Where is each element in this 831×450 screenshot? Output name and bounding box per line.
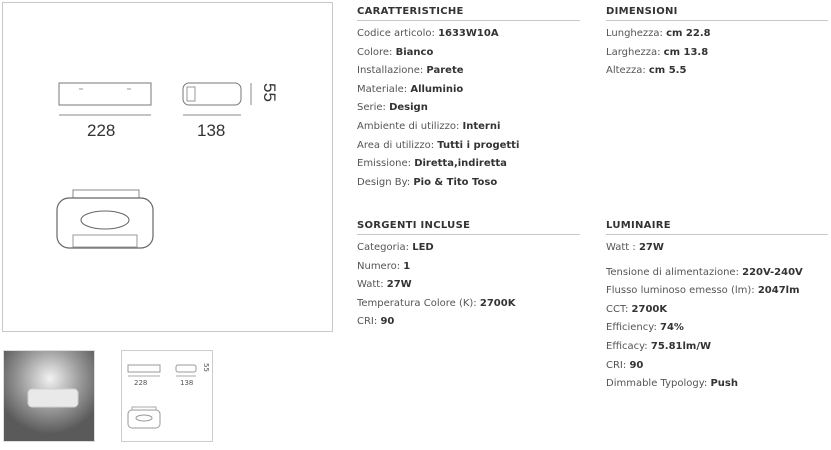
sorgenti-row (357, 295, 580, 314)
caratteristiche-row (357, 155, 580, 174)
spec-value: Interni (462, 120, 501, 132)
spec-value: 220V-240V (742, 266, 803, 278)
spec-label: Watt : (606, 242, 639, 253)
dimensioni-rows (606, 25, 828, 81)
spec-value: 74% (660, 322, 684, 334)
spec-label: Materiale: (357, 83, 411, 95)
spec-label: Larghezza: (606, 46, 664, 58)
technical-drawing (2, 2, 333, 332)
spec-label: Installazione: (357, 65, 427, 77)
spec-label: Lunghezza: (606, 28, 667, 39)
spec-value: cm 13.8 (663, 46, 709, 58)
sorgenti-rows (357, 239, 580, 332)
spec-label: CRI: (606, 359, 630, 371)
dimensioni-section (606, 6, 828, 81)
length-label: 228 (87, 121, 116, 140)
sorgenti-row (357, 313, 580, 332)
spec-label: Efficacy: (606, 340, 651, 352)
spec-label: CRI: (357, 316, 381, 328)
spec-label: Altezza: (606, 65, 649, 77)
luminaire-row (606, 357, 828, 376)
side-view-outline (183, 83, 241, 105)
height-label: 55 (260, 83, 279, 102)
spec-label: Temperatura Colore (K): (357, 297, 480, 309)
spec-label: Tensione di alimentazione: (606, 266, 743, 278)
caratteristiche-row (357, 62, 580, 81)
thumbnail-height-label: 55 (202, 363, 210, 372)
luminaire-row (606, 375, 828, 394)
spec-value: 2700K (479, 297, 516, 309)
spec-value: 1633W10A (438, 28, 499, 39)
spec-label: CCT: (606, 303, 632, 315)
spec-value: 27W (386, 279, 412, 291)
caratteristiche-row (357, 44, 580, 63)
dimensioni-row (606, 25, 828, 44)
spec-label: Area di utilizzo: (357, 139, 438, 151)
technical-drawing-thumbnail[interactable] (121, 350, 213, 442)
spec-label: Colore: (357, 46, 396, 58)
spec-value: Pio & Tito Toso (413, 176, 498, 188)
spec-value: Diretta,indiretta (414, 158, 507, 170)
spec-label: Flusso luminoso emesso (lm): (606, 285, 758, 297)
spec-value: 1 (403, 260, 411, 272)
spec-value: 2700K (631, 303, 668, 315)
caratteristiche-row (357, 99, 580, 118)
spec-value: Design (389, 102, 428, 114)
bottom-view-base (73, 235, 137, 247)
spec-value: 27W (638, 242, 664, 253)
sorgenti-row (357, 258, 580, 277)
spec-value: Alluminio (410, 83, 464, 95)
spec-value: Push (710, 378, 738, 390)
dimensioni-row (606, 62, 828, 81)
dimensioni-row (606, 44, 828, 63)
luminaire-rows (606, 239, 828, 394)
spec-label: Design By: (357, 176, 414, 188)
bottom-view-opening (81, 211, 129, 229)
luminaire-section (606, 220, 828, 394)
spec-label: Ambiente di utilizzo: (357, 120, 463, 132)
spec-value: 75.81lm/W (650, 340, 712, 352)
bottom-view-top (73, 190, 139, 198)
caratteristiche-row (357, 118, 580, 137)
spec-label: Dimmable Typology: (606, 378, 711, 390)
spec-value: 2047lm (757, 285, 800, 297)
spec-value: LED (412, 242, 434, 253)
caratteristiche-row (357, 81, 580, 100)
drawing-svg (3, 3, 334, 333)
caratteristiche-row (357, 25, 580, 44)
thumbnail-width-label: 138 (180, 379, 194, 387)
spec-value: 90 (629, 359, 644, 371)
spec-label: Watt: (357, 279, 387, 291)
spec-label: Codice articolo: (357, 28, 439, 39)
spec-value: Tutti i progetti (437, 139, 520, 151)
spec-label: Efficiency: (606, 322, 660, 334)
lamp-photo-icon (4, 351, 95, 442)
luminaire-title: LUMINAIRE (606, 220, 828, 235)
luminaire-row (606, 264, 828, 283)
spec-value: cm 22.8 (666, 28, 711, 39)
dimensioni-title: DIMENSIONI (606, 6, 828, 21)
spec-value: 90 (380, 316, 395, 328)
bottom-view-outline (57, 198, 153, 248)
spec-label: Categoria: (357, 242, 413, 253)
luminaire-row (606, 319, 828, 338)
sorgenti-row (357, 276, 580, 295)
luminaire-row (606, 282, 828, 301)
front-view-outline (59, 83, 151, 105)
caratteristiche-title: CARATTERISTICHE (357, 6, 580, 21)
width-label: 138 (197, 121, 226, 140)
spec-label: Serie: (357, 102, 390, 114)
spec-label: Emissione: (357, 158, 415, 170)
spec-label: Numero: (357, 260, 404, 272)
luminaire-row (606, 338, 828, 357)
sorgenti-title: SORGENTI INCLUSE (357, 220, 580, 235)
sorgenti-section (357, 220, 580, 332)
spec-value: cm 5.5 (648, 65, 687, 77)
drawing-thumbnail-svg (122, 351, 214, 443)
spec-value: Parete (426, 65, 464, 77)
sorgenti-row (357, 239, 580, 258)
caratteristiche-row (357, 137, 580, 156)
luminaire-row (606, 239, 828, 258)
product-photo-thumbnail[interactable] (3, 350, 95, 442)
spec-value: Bianco (395, 46, 434, 58)
luminaire-row (606, 301, 828, 320)
caratteristiche-section (357, 6, 580, 192)
side-view-detail (187, 87, 195, 101)
caratteristiche-rows (357, 25, 580, 192)
caratteristiche-row (357, 174, 580, 193)
thumbnail-length-label: 228 (134, 379, 148, 387)
